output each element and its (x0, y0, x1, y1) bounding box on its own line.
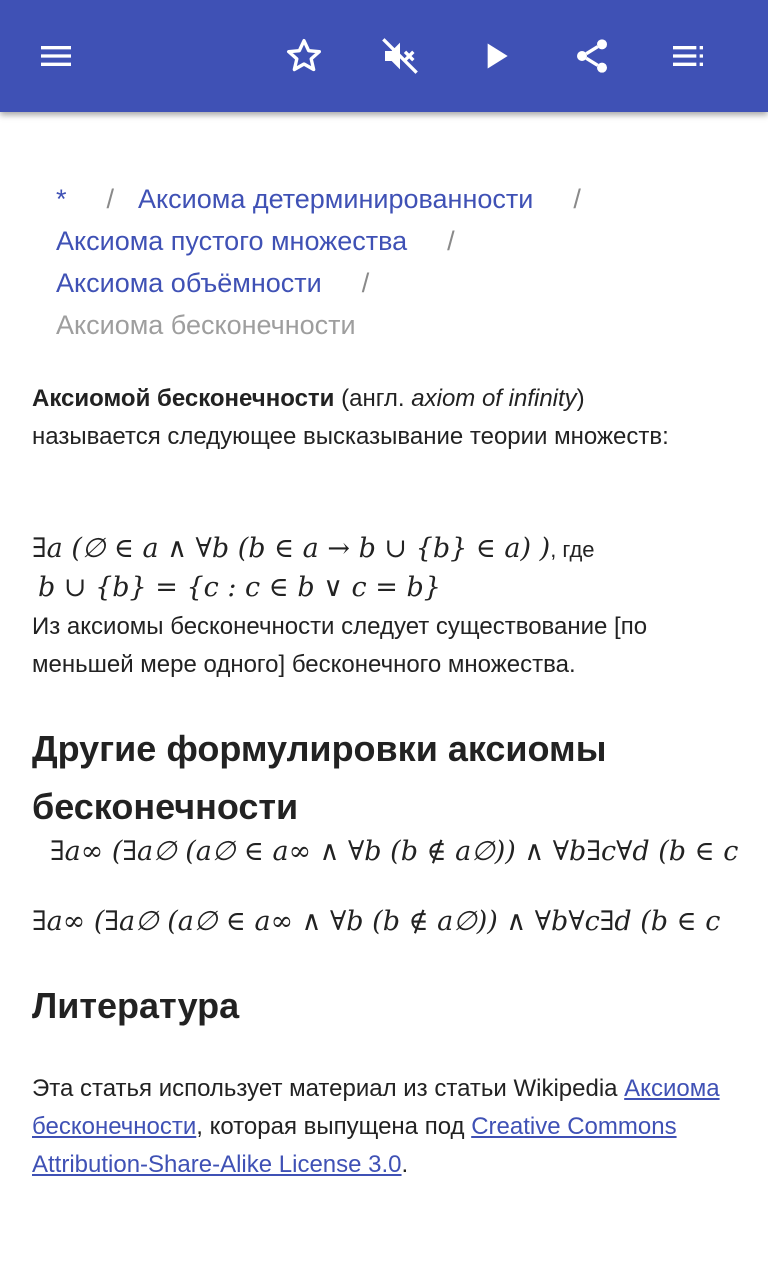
license-link[interactable]: Creative Commons Attribution-Share-Alike License 3.0 (32, 1113, 677, 1178)
breadcrumb-item-home[interactable]: * (56, 184, 67, 214)
section-title-literature: Литература (32, 985, 240, 1026)
formula-main-expr: ∃a (∅ ∈ a ∧ ∀b (b ∈ a → b ∪ {b} ∈ a) ) (32, 533, 551, 564)
intro-english: axiom of infinity (411, 385, 577, 412)
menu-icon (36, 36, 76, 76)
formula-where: , где (550, 537, 595, 562)
breadcrumb-separator: / (361, 268, 370, 298)
share-button[interactable] (564, 28, 620, 84)
formula-alt-2 (0, 902, 768, 942)
license-footer (32, 1070, 742, 1184)
footer-text-1: Эта статья использует материал из статьи Wikipedia (32, 1075, 625, 1102)
breadcrumb-item-extensionality[interactable]: Аксиома объёмности (56, 268, 322, 298)
breadcrumb-separator: / (106, 184, 115, 214)
formula-alt-1 (0, 832, 768, 872)
play-button[interactable] (468, 28, 524, 84)
intro-open: (англ. (334, 385, 412, 412)
intro-close: ) (576, 385, 585, 412)
footer-text-3: . (401, 1151, 409, 1178)
contents-button[interactable] (660, 28, 716, 84)
app-toolbar (0, 0, 768, 112)
consequence-paragraph: Из аксиомы бесконечности следует существование [по меньшей мере одного] бесконечного множества. (32, 613, 648, 678)
mute-button[interactable] (372, 28, 428, 84)
formula-alt-1-expr: ∃a∞ (∃a∅ (a∅ ∈ a∞ ∧ ∀b (b ∉ a∅)) ∧ ∀b∃c∀d (b ∈ c (50, 836, 739, 867)
bookmark-button[interactable] (276, 28, 332, 84)
breadcrumb-item-empty-set[interactable]: Аксиома пустого множества (56, 226, 408, 256)
breadcrumb-separator: / (573, 184, 581, 214)
mute-icon (380, 36, 420, 76)
breadcrumb-current: Аксиома бесконечности (56, 310, 356, 340)
footer-text-2: , которая выпущена под (196, 1113, 472, 1140)
formula-main (32, 530, 752, 607)
star-icon (284, 36, 324, 76)
article-intro (32, 380, 742, 456)
intro-term: Аксиомой бесконечности (32, 385, 335, 412)
formula-alt-2-expr: ∃a∞ (∃a∅ (a∅ ∈ a∞ ∧ ∀b (b ∉ a∅)) ∧ ∀b∀c∃d (b ∈ c (32, 906, 721, 937)
play-icon (476, 36, 516, 76)
breadcrumb-item-determinacy[interactable]: Аксиома детерминированности (138, 184, 534, 214)
formula-definition: b ∪ {b} = {c : c ∈ b ∨ c = b} (38, 572, 441, 603)
breadcrumb-separator: / (447, 226, 455, 256)
section-title-other-formulations: Другие формулировки аксиомы бесконечности (32, 728, 607, 827)
intro-rest: называется следующее высказывание теории множеств: (32, 423, 669, 450)
toc-icon (668, 36, 708, 76)
menu-button[interactable] (28, 28, 84, 84)
share-icon (572, 36, 612, 76)
breadcrumb (56, 178, 736, 346)
source-article-link[interactable]: Аксиома бесконечности (32, 1075, 720, 1140)
